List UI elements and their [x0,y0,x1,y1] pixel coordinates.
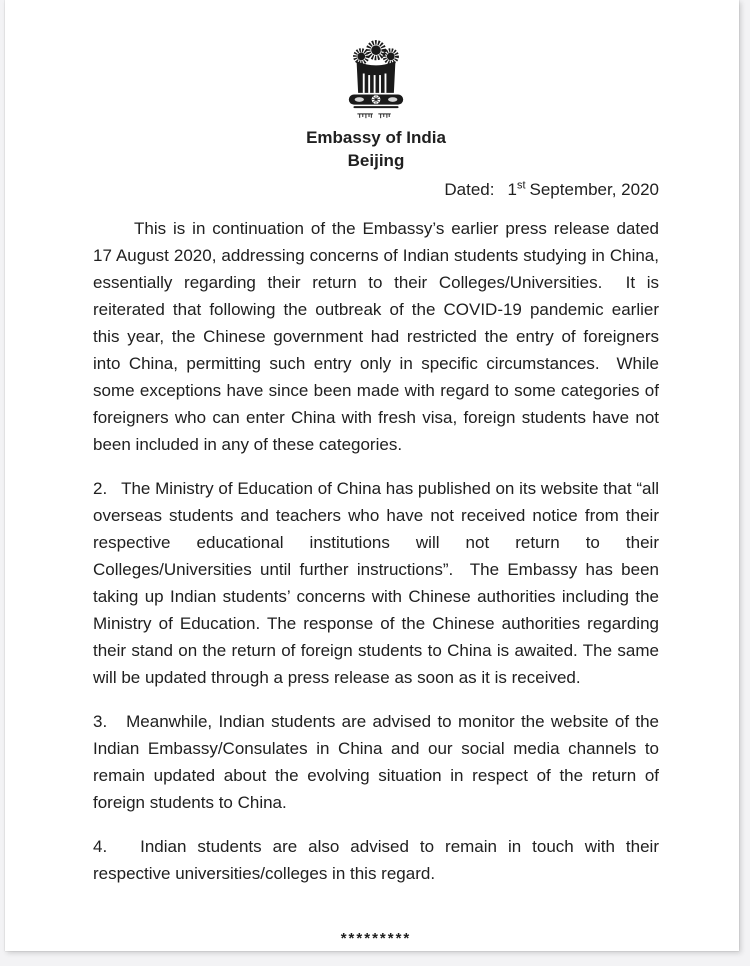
paragraph-1: This is in continuation of the Embassy’s earlier press release dated 17 August 2020, addressing concerns of Indian students studying in China, essentially regarding their return to their Colleges/Universities. It is reiterated that following the outbreak of the COVID-19 pandemic earlier this year, the Chinese government had restricted the entry of foreigners into China, permitting such entry only in specific circumstances. While some exceptions have since been made with regard to some categories of foreigners who can enter China with fresh visa, foreign students have not been included in any of these categories. [93,219,659,454]
org-name: Embassy of India [306,128,446,147]
paragraph-3: 3. Meanwhile, Indian students are advised to monitor the website of the Indian Embassy/Consulates in China and our social media channels to remain updated about the evolving situation in respect of the return of foreign students to China. [93,712,659,812]
end-separator: ********* [340,930,412,947]
date-ordinal: st [516,179,526,192]
lion-capital-icon [337,37,415,124]
emblem-motto [357,114,390,118]
dateline [93,178,659,202]
emblem-of-india [93,37,659,124]
paragraph-2: 2. The Ministry of Education of China has published on its website that “all overseas students and teachers who have not received notice from their respective educational institutions will not return to their Colleges/Universities until further instructions”. The Embassy has been taking up Indian students’ concerns with Chinese authorities including the Ministry of Education. The response of the Chinese authorities regarding their stand on the return of foreign students to China is awaited. The same will be updated through a press release as soon as it is received. [93,479,659,687]
dharma-chakra-icon [372,95,381,104]
org-city: Beijing [347,151,405,170]
date-day: 1 [507,180,517,199]
document-content [5,0,739,952]
document-page [5,0,739,951]
paragraph-4: 4. Indian students are also advised to remain in touch with their respective universities/colleges in this regard. [93,837,659,883]
date-label: Dated: [444,180,495,199]
date-rest: September, 2020 [529,180,659,199]
